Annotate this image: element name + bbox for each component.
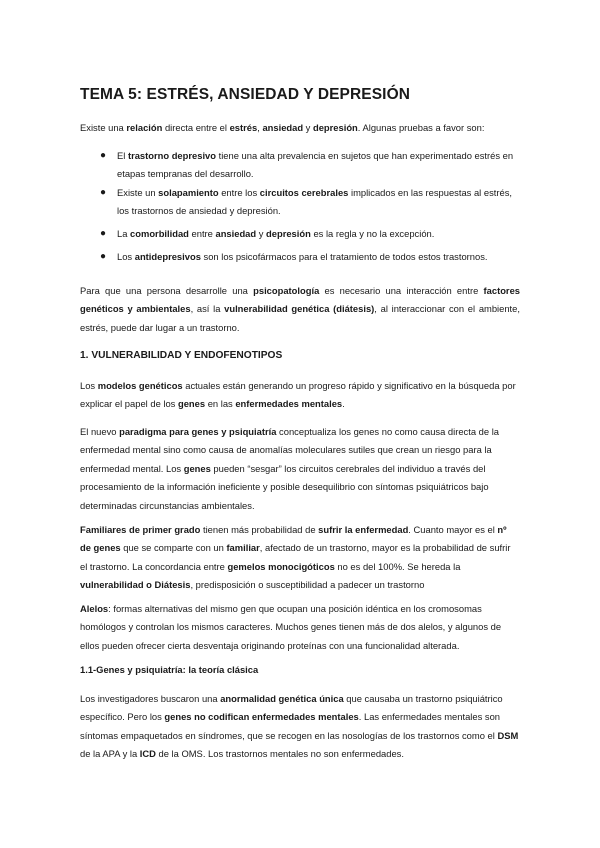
section-heading: 1. VULNERABILIDAD Y ENDOFENOTIPOS (80, 350, 283, 361)
paragraph: Los investigadores buscaron una anormalidad genética única que causaba un trastorno psiquiátrico específico. Pero los genes no codifican enfermedades mentales. Las enfermedades mentales son síntomas empaquetados en síndromes, que se recogen en las nosologías de los trastornos como el DSM de la APA y la ICD de la OMS. Los trastornos mentales no son enfermedades. (80, 693, 519, 760)
paragraph: Los modelos genéticos actuales están generando un progreso rápido y significativo en la búsqueda por explicar el papel de los genes en las enfermedades mentales. (80, 380, 516, 410)
page-title: TEMA 5: ESTRÉS, ANSIEDAD Y DEPRESIÓN (80, 86, 411, 103)
intro-paragraph: Existe una relación directa entre el estrés, ansiedad y depresión. Algunas pruebas a favor son: (80, 122, 485, 133)
list-item: ● Existe un solapamiento entre los circuitos cerebrales implicados en las respuestas al estrés, los trastornos de ansiedad y depresión. (100, 184, 520, 221)
list-item: ● La comorbilidad entre ansiedad y depresión es la regla y no la excepción. (100, 225, 520, 243)
paragraph: El nuevo paradigma para genes y psiquiatría conceptualiza los genes no como causa directa de la enfermedad mental sino como causa de anomalías moleculares sutiles que crean un riesgo para la enfermedad mental. Los genes pueden “sesgar” los circuitos cerebrales del individuo a través del procesamiento de la información ineficiente y posible desequilibrio con síntomas psiquiátricos bajo determinadas circunstancias ambientales. (80, 426, 499, 511)
subsection-heading: 1.1-Genes y psiquiatría: la teoría clásica (80, 664, 259, 675)
paragraph: Para que una persona desarrolle una psicopatología es necesario una interacción entre factores genéticos y ambientales, así la vulnerabilidad genética (diátesis), al interaccionar con el ambiente, estrés, puede dar lugar a un trastorno. (80, 285, 521, 333)
list-item: ● El trastorno depresivo tiene una alta prevalencia en sujetos que han experimentado estrés en etapas tempranas del desarrollo. (100, 147, 520, 184)
bullet-icon: ● (100, 187, 107, 198)
bullet-icon: ● (100, 251, 107, 262)
list-item: ● Los antidepresivos son los psicofármacos para el tratamiento de todos estos trastornos. (100, 248, 520, 266)
paragraph: Alelos: formas alternativas del mismo gen que ocupan una posición idéntica en los cromosomas homólogos y controlan los mismos caracteres. Muchos genes tienen más de dos alelos, y algunos de ellos pueden ofrecer cierta desventaja originando proteínas con una funcionalidad alterada. (80, 603, 502, 651)
bullet-icon: ● (100, 228, 107, 239)
bullet-icon: ● (100, 150, 107, 161)
paragraph: Familiares de primer grado tienen más probabilidad de sufrir la enfermedad. Cuanto mayor es el nº de genes que se comparte con un familiar, afectado de un trastorno, mayor es la probabilidad de sufrir el trastorno. La concordancia entre gemelos monocigóticos no es del 100%. Se hereda la vulnerabilidad o Diátesis, predisposición o susceptibilidad a padecer un trastorno (80, 524, 511, 591)
